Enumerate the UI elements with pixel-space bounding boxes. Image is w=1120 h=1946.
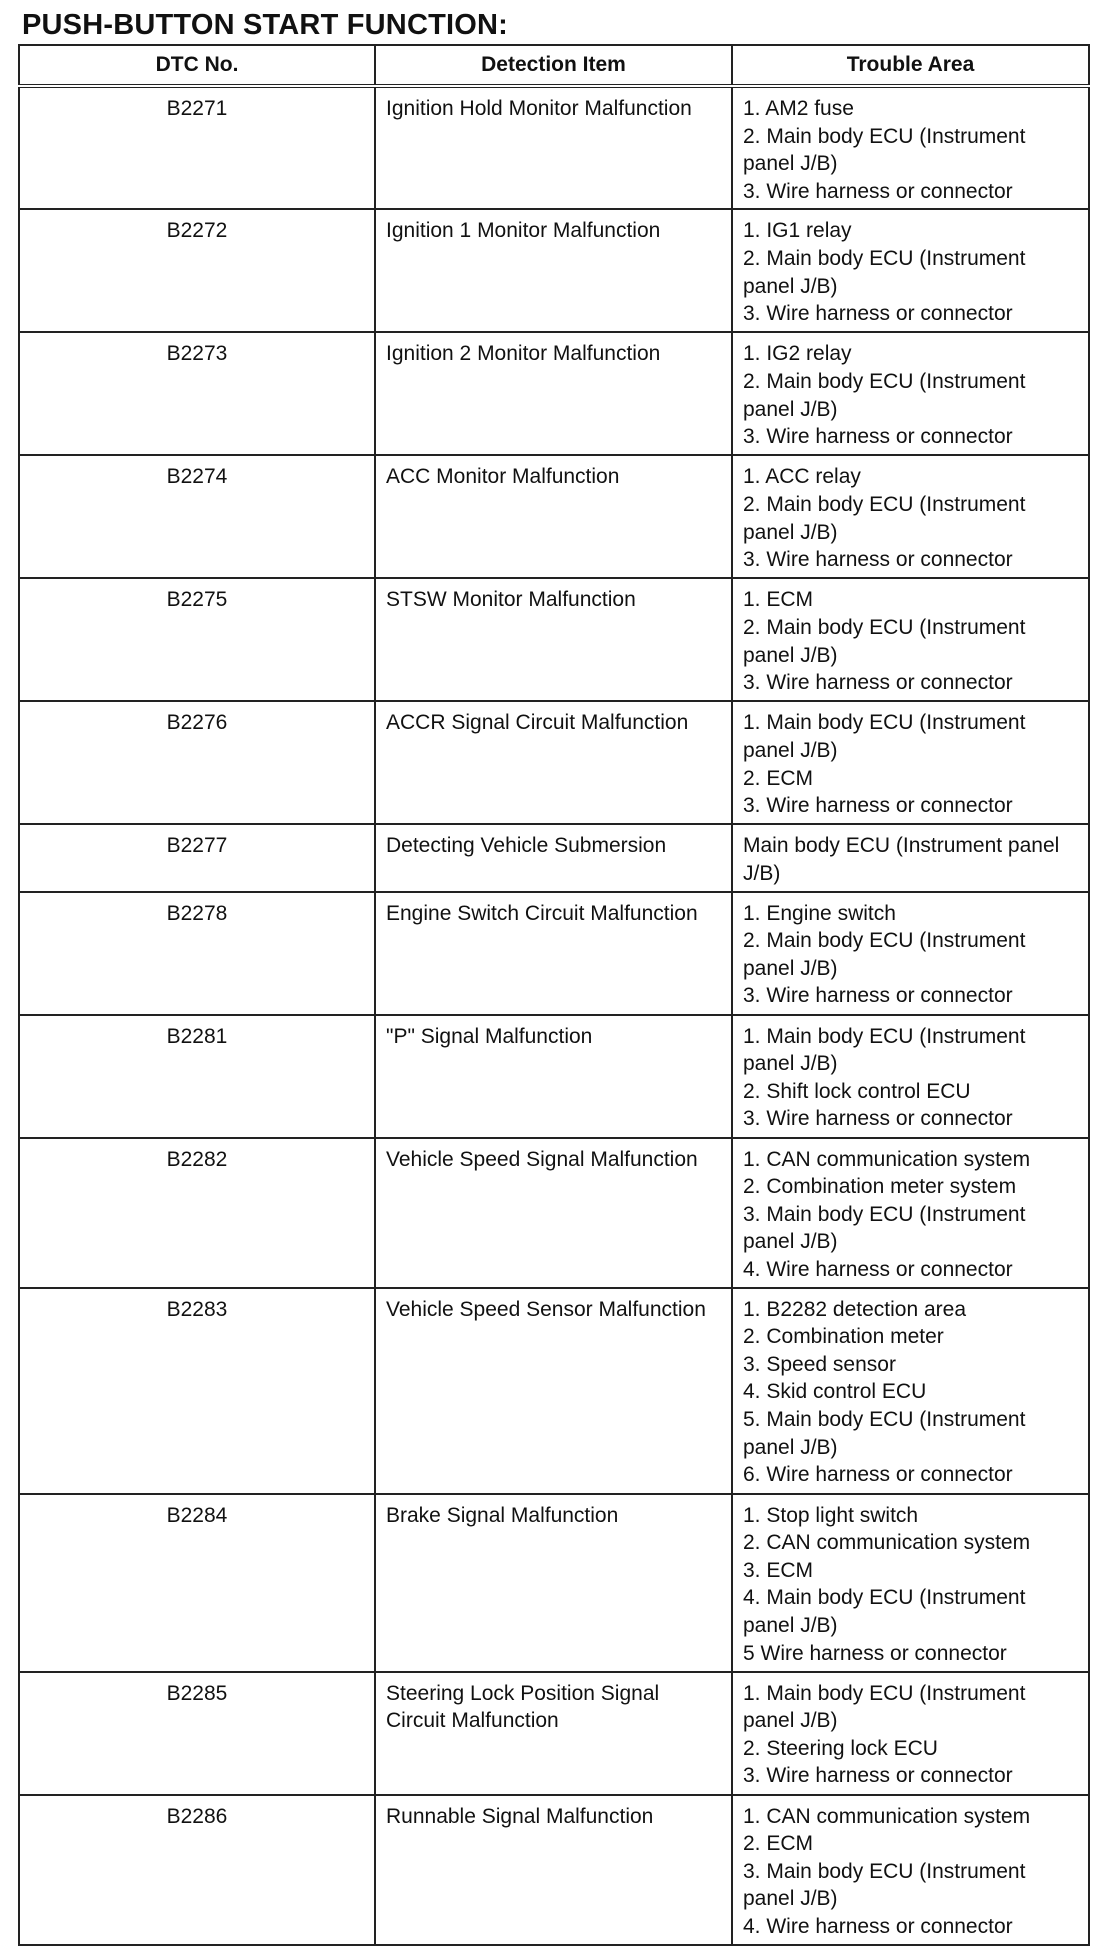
dtc-number-cell: B2286 [19, 1795, 375, 1945]
detection-item-cell: Detecting Vehicle Submersion [375, 824, 732, 891]
trouble-area-line: 1. Stop light switch [743, 1503, 919, 1527]
table-row [19, 209, 1089, 332]
trouble-area-cell [732, 578, 1089, 701]
header-dtc-no: DTC No. [19, 45, 375, 86]
dtc-number-cell: B2274 [19, 455, 375, 578]
trouble-area-cell [732, 1288, 1089, 1494]
detection-item-cell: Runnable Signal Malfunction [375, 1795, 732, 1945]
trouble-area-cell [732, 1672, 1089, 1795]
trouble-area-line: Main body ECU (Instrument panel J/B) [743, 834, 1066, 885]
dtc-number-cell: B2285 [19, 1672, 375, 1795]
detection-item-cell: Brake Signal Malfunction [375, 1494, 732, 1672]
detection-item-cell: Vehicle Speed Signal Malfunction [375, 1138, 732, 1288]
trouble-area-cell [732, 701, 1089, 824]
detection-item-cell: Ignition 2 Monitor Malfunction [375, 332, 732, 455]
table-row [19, 1138, 1089, 1288]
dtc-number-cell: B2276 [19, 701, 375, 824]
trouble-area-cell [732, 455, 1089, 578]
trouble-area-line: 2. Combination meter system [743, 1175, 1017, 1199]
table-body [19, 86, 1089, 1945]
trouble-area-line: 2. Combination meter [743, 1325, 944, 1349]
trouble-area-line: 1. Main body ECU (Instrument panel J/B) [743, 711, 1032, 762]
detection-item-cell: Steering Lock Position Signal Circuit Malfunction [375, 1672, 732, 1795]
trouble-area-line: 2. Main body ECU (Instrument panel J/B) [743, 615, 1032, 667]
trouble-area-cell [732, 209, 1089, 332]
table-row [19, 1015, 1089, 1138]
trouble-area-line: 3. Main body ECU (Instrument panel J/B) [743, 1202, 1032, 1254]
trouble-area-line: 2. Main body ECU (Instrument panel J/B) [743, 929, 1032, 980]
trouble-area-line: 3. Wire harness or connector [743, 671, 1013, 695]
trouble-area-cell [732, 824, 1089, 891]
trouble-area-line: 2. CAN communication system [743, 1531, 1031, 1555]
trouble-area-line: 1. Main body ECU (Instrument panel J/B) [743, 1024, 1032, 1076]
table-row [19, 1795, 1089, 1945]
table-row [19, 1672, 1089, 1795]
trouble-area-cell [732, 332, 1089, 455]
table-row [19, 578, 1089, 701]
table-row [19, 455, 1089, 578]
trouble-area-cell [732, 86, 1089, 209]
trouble-area-line: 1. IG1 relay [743, 219, 852, 243]
dtc-table [18, 44, 1090, 1946]
trouble-area-line: 1. AM2 fuse [743, 97, 854, 120]
trouble-area-line: 2. ECM [743, 1832, 814, 1856]
detection-item-cell: Engine Switch Circuit Malfunction [375, 892, 732, 1015]
detection-item-cell: Ignition 1 Monitor Malfunction [375, 209, 732, 332]
trouble-area-line: 3. Wire harness or connector [743, 425, 1013, 449]
dtc-number-cell: B2282 [19, 1138, 375, 1288]
trouble-area-line: 1. Main body ECU (Instrument panel J/B) [743, 1681, 1032, 1733]
trouble-area-line: 4. Wire harness or connector [743, 1257, 1013, 1281]
table-header-row [19, 45, 1089, 86]
dtc-number-cell: B2275 [19, 578, 375, 701]
dtc-number-cell: B2272 [19, 209, 375, 332]
dtc-number-cell: B2283 [19, 1288, 375, 1494]
trouble-area-line: 1. Engine switch [743, 901, 896, 925]
trouble-area-line: 3. Wire harness or connector [743, 984, 1013, 1008]
trouble-area-line: 3. Wire harness or connector [743, 1107, 1013, 1131]
trouble-area-line: 1. B2282 detection area [743, 1297, 967, 1321]
page-title: PUSH-BUTTON START FUNCTION: [22, 9, 509, 41]
detection-item-cell: STSW Monitor Malfunction [375, 578, 732, 701]
trouble-area-line: 3. Wire harness or connector [743, 179, 1013, 203]
trouble-area-line: 1. CAN communication system [743, 1147, 1031, 1171]
table-row [19, 701, 1089, 824]
table-row [19, 86, 1089, 209]
table-row [19, 892, 1089, 1015]
trouble-area-line: 4. Skid control ECU [743, 1380, 927, 1404]
dtc-number-cell: B2273 [19, 332, 375, 455]
trouble-area-line: 4. Main body ECU (Instrument panel J/B) [743, 1586, 1032, 1637]
trouble-area-line: 1. ECM [743, 588, 814, 612]
trouble-area-cell [732, 1494, 1089, 1672]
trouble-area-line: 5. Main body ECU (Instrument panel J/B) [743, 1407, 1032, 1459]
trouble-area-line: 2. ECM [743, 766, 814, 790]
detection-item-cell: Vehicle Speed Sensor Malfunction [375, 1288, 732, 1494]
header-detection-item: Detection Item [375, 45, 732, 86]
detection-item-cell: ACC Monitor Malfunction [375, 455, 732, 578]
trouble-area-line: 3. Wire harness or connector [743, 548, 1013, 572]
trouble-area-line: 4. Wire harness or connector [743, 1914, 1013, 1938]
detection-item-cell: "P" Signal Malfunction [375, 1015, 732, 1138]
trouble-area-line: 3. Wire harness or connector [743, 1764, 1013, 1788]
dtc-number-cell: B2281 [19, 1015, 375, 1138]
dtc-number-cell: B2271 [19, 86, 375, 209]
trouble-area-line: 3. ECM [743, 1558, 814, 1582]
trouble-area-line: 2. Shift lock control ECU [743, 1079, 971, 1103]
trouble-area-line: 1. IG2 relay [743, 342, 852, 366]
trouble-area-line: 5 Wire harness or connector [743, 1641, 1007, 1665]
header-trouble-area: Trouble Area [732, 45, 1089, 86]
dtc-number-cell: B2277 [19, 824, 375, 891]
trouble-area-line: 2. Main body ECU (Instrument panel J/B) [743, 369, 1032, 421]
dtc-number-cell: B2278 [19, 892, 375, 1015]
table-row [19, 1494, 1089, 1672]
trouble-area-line: 2. Steering lock ECU [743, 1736, 938, 1760]
table-row [19, 824, 1089, 891]
trouble-area-line: 2. Main body ECU (Instrument panel J/B) [743, 492, 1032, 544]
trouble-area-line: 2. Main body ECU (Instrument panel J/B) [743, 246, 1032, 298]
dtc-number-cell: B2284 [19, 1494, 375, 1672]
trouble-area-cell [732, 1138, 1089, 1288]
detection-item-cell: ACCR Signal Circuit Malfunction [375, 701, 732, 824]
table-row [19, 1288, 1089, 1494]
trouble-area-cell [732, 1795, 1089, 1945]
trouble-area-line: 2. Main body ECU (Instrument panel J/B) [743, 124, 1032, 176]
trouble-area-line: 3. Wire harness or connector [743, 302, 1013, 326]
trouble-area-line: 3. Speed sensor [743, 1352, 896, 1376]
trouble-area-cell [732, 892, 1089, 1015]
trouble-area-line: 3. Wire harness or connector [743, 794, 1013, 818]
table-row [19, 332, 1089, 455]
detection-item-cell: Ignition Hold Monitor Malfunction [375, 86, 732, 209]
trouble-area-line: 1. CAN communication system [743, 1804, 1031, 1828]
trouble-area-line: 1. ACC relay [743, 465, 861, 489]
trouble-area-line: 3. Main body ECU (Instrument panel J/B) [743, 1859, 1032, 1911]
trouble-area-line: 6. Wire harness or connector [743, 1463, 1013, 1487]
trouble-area-cell [732, 1015, 1089, 1138]
